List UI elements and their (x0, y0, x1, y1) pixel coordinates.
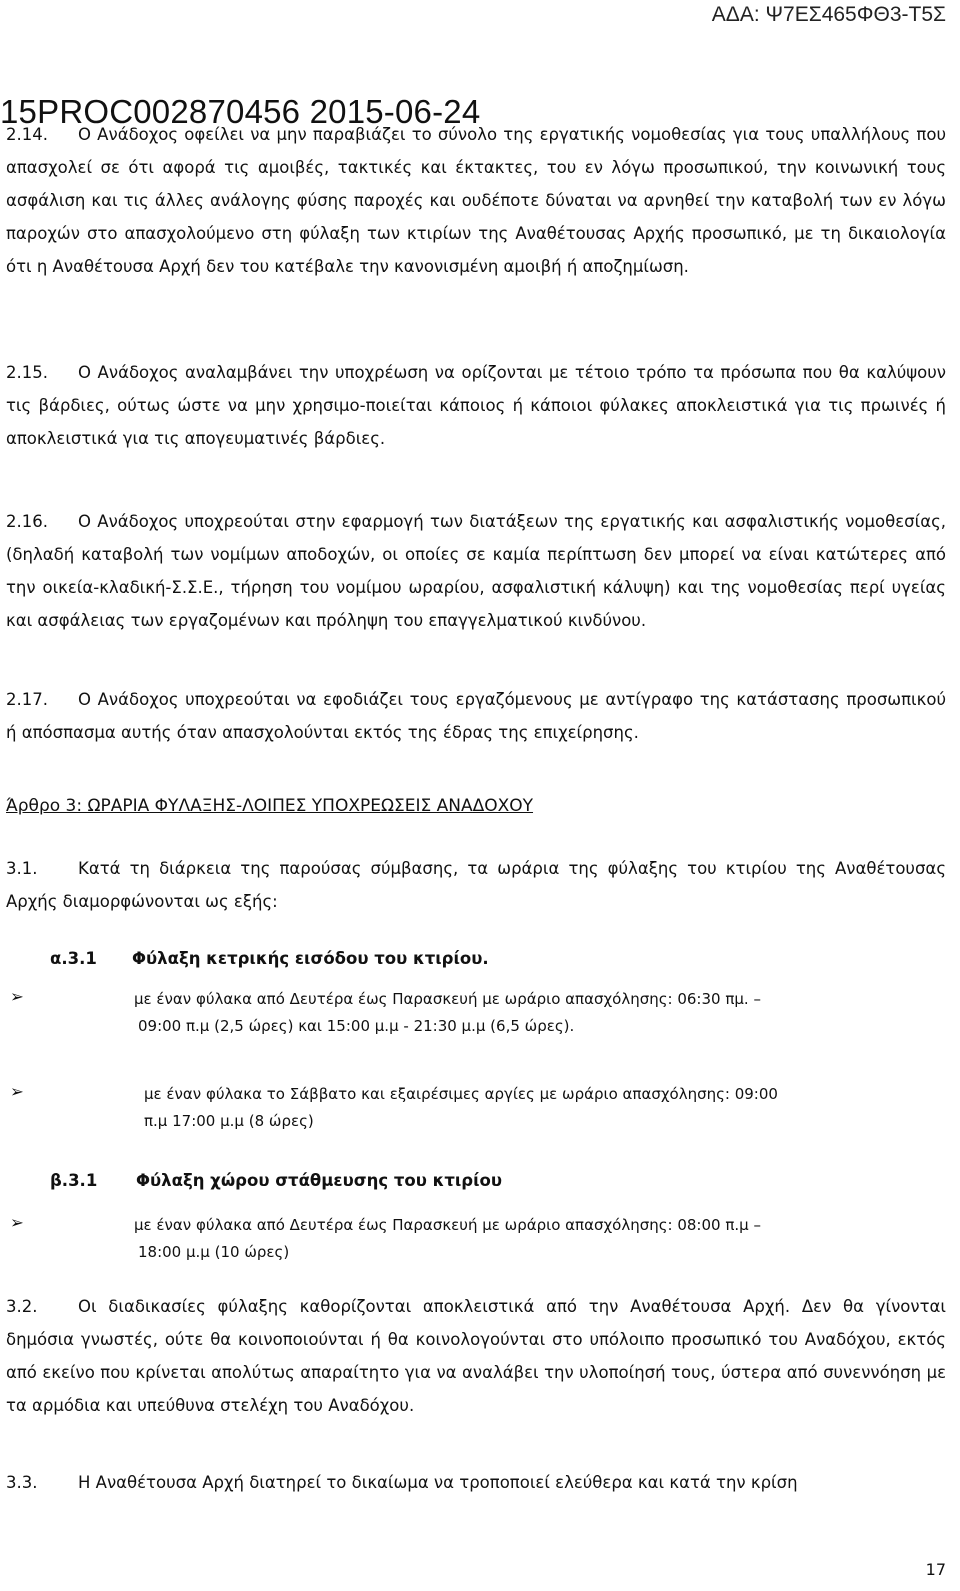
section-title-b31: Φύλαξη χώρου στάθμευσης του κτιρίου (136, 1171, 502, 1190)
paragraph-3-2 (6, 1290, 946, 1422)
protocol-stamp: 15PROC002870456 2015-06-24 (0, 93, 481, 130)
paragraph-number: 3.2. (6, 1297, 38, 1316)
paragraph-number: 2.14. (6, 125, 48, 144)
bullet-line: με έναν φύλακα από Δευτέρα έως Παρασκευή με ωράριο απασχόλησης: 06:30 πμ. – (134, 990, 761, 1008)
paragraph-text: Οι διαδικασίες φύλαξης καθορίζονται αποκλειστικά από την Αναθέτουσα Αρχή. Δεν θα γίνονται δημόσια γνωστές, ούτε θα κοινοποιούνται ή θα κοινολογούνται στο υπόλοιπο προσωπικό του Αναδόχου, εκτός από εκείνο που κρίνεται απολύτως απαραίτητο για να αναλάβει την υλοποίησή τους, ύστερα από συνεννόηση με τα αρμόδια και υπεύθυνα στελέχη του Αναδόχου. (6, 1297, 946, 1415)
paragraph-2-14 (6, 118, 946, 283)
paragraph-text: Ο Ανάδοχος οφείλει να μην παραβιάζει το σύνολο της εργατικής νομοθεσίας για τους υπαλλήλους που απασχολεί σε ότι αφορά τις αμοιβές, τακτικές και έκτακτες, του εν λόγω προσωπικού, την κοινωνική τους ασφάλιση και τις άλλες ανάλογης φύσης παροχές και ουδέποτε δύναται να αρνηθεί την καταβολή των εν λόγω παροχών στο απασχολούμενο στη φύλαξη των κτιρίων της Αναθέτουσας Αρχής προσωπικό, με τη δικαιολογία ότι η Αναθέτουσα Αρχή δεν του κατέβαλε την κανονισμένη αμοιβή ή αποζημίωση. (6, 125, 946, 276)
paragraph-3-1 (6, 852, 946, 918)
section-number-a31: α.3.1 (50, 949, 97, 968)
paragraph-2-16 (6, 505, 946, 637)
bullet-line: 09:00 π.μ (2,5 ώρες) και 15:00 μ.μ - 21:30 μ.μ (6,5 ώρες). (138, 1017, 575, 1035)
paragraph-2-17 (6, 683, 946, 749)
bullet-arrow-icon: ➢ (10, 987, 24, 1006)
paragraph-number: 3.1. (6, 859, 38, 878)
section-number-b31: β.3.1 (50, 1171, 98, 1190)
bullet-line: π.μ 17:00 μ.μ (8 ώρες) (144, 1112, 314, 1130)
bullet-line: με έναν φύλακα το Σάββατο και εξαιρέσιμες αργίες με ωράριο απασχόλησης: 09:00 (144, 1085, 778, 1103)
paragraph-text: Ο Ανάδοχος υποχρεούται στην εφαρμογή των διατάξεων της εργατικής και ασφαλιστικής νομοθεσίας, (δηλαδή καταβολή των νομίμων αποδοχών, οι οποίες σε καμία περίπτωση δεν μπορεί να είναι κατώτερες από την οικεία-κλαδική-Σ.Σ.Ε., τήρηση του νομίμου ωραρίου, ασφαλιστική κάλυψη) και της νομοθεσίας περί υγείας και ασφάλειας των εργαζομένων και πρόληψη του επαγγελματικού κινδύνου. (6, 512, 946, 630)
paragraph-number: 2.17. (6, 690, 48, 709)
paragraph-text: Κατά τη διάρκεια της παρούσας σύμβασης, τα ωράρια της φύλαξης του κτιρίου της Αναθέτουσας Αρχής διαμορφώνονται ως εξής: (6, 859, 946, 911)
article-title: Άρθρο 3: ΩΡΑΡΙΑ ΦΥΛΑΞΗΣ-ΛΟΙΠΕΣ ΥΠΟΧΡΕΩΣΕΙΣ ΑΝΑΔΟΧΟΥ (6, 796, 534, 816)
page-number: 17 (925, 1560, 946, 1579)
paragraph-text: Ο Ανάδοχος αναλαμβάνει την υποχρέωση να ορίζονται με τέτοιο τρόπο τα πρόσωπα που θα καλύψουν τις βάρδιες, ούτως ώστε να μην χρησιμο-ποιείται κάποιος ή κάποιοι φύλακες αποκλειστικά για τις πρωινές ή αποκλειστικά για τις απογευματινές βάρδιες. (6, 363, 946, 448)
paragraph-number: 3.3. (6, 1473, 38, 1492)
section-title-a31: Φύλαξη κετρικής εισόδου του κτιρίου. (132, 949, 489, 968)
paragraph-number: 2.15. (6, 363, 48, 382)
bullet-arrow-icon: ➢ (10, 1213, 24, 1232)
paragraph-text: Η Αναθέτουσα Αρχή διατηρεί το δικαίωμα να τροποποιεί ελεύθερα και κατά την κρίση (78, 1473, 798, 1492)
paragraph-2-15 (6, 356, 946, 455)
paragraph-3-3 (6, 1466, 946, 1499)
bullet-line: με έναν φύλακα από Δευτέρα έως Παρασκευή με ωράριο απασχόλησης: 08:00 π.μ – (134, 1216, 761, 1234)
paragraph-number: 2.16. (6, 512, 48, 531)
bullet-arrow-icon: ➢ (10, 1082, 24, 1101)
paragraph-text: Ο Ανάδοχος υποχρεούται να εφοδιάζει τους εργαζόμενους με αντίγραφο της κατάστασης προσωπικού ή απόσπασμα αυτής όταν απασχολούνται εκτός της έδρας της επιχείρησης. (6, 690, 946, 742)
ada-code: ΑΔΑ: Ψ7ΕΣ465ΦΘ3-Τ5Σ (711, 3, 946, 26)
bullet-line: 18:00 μ.μ (10 ώρες) (138, 1243, 290, 1261)
